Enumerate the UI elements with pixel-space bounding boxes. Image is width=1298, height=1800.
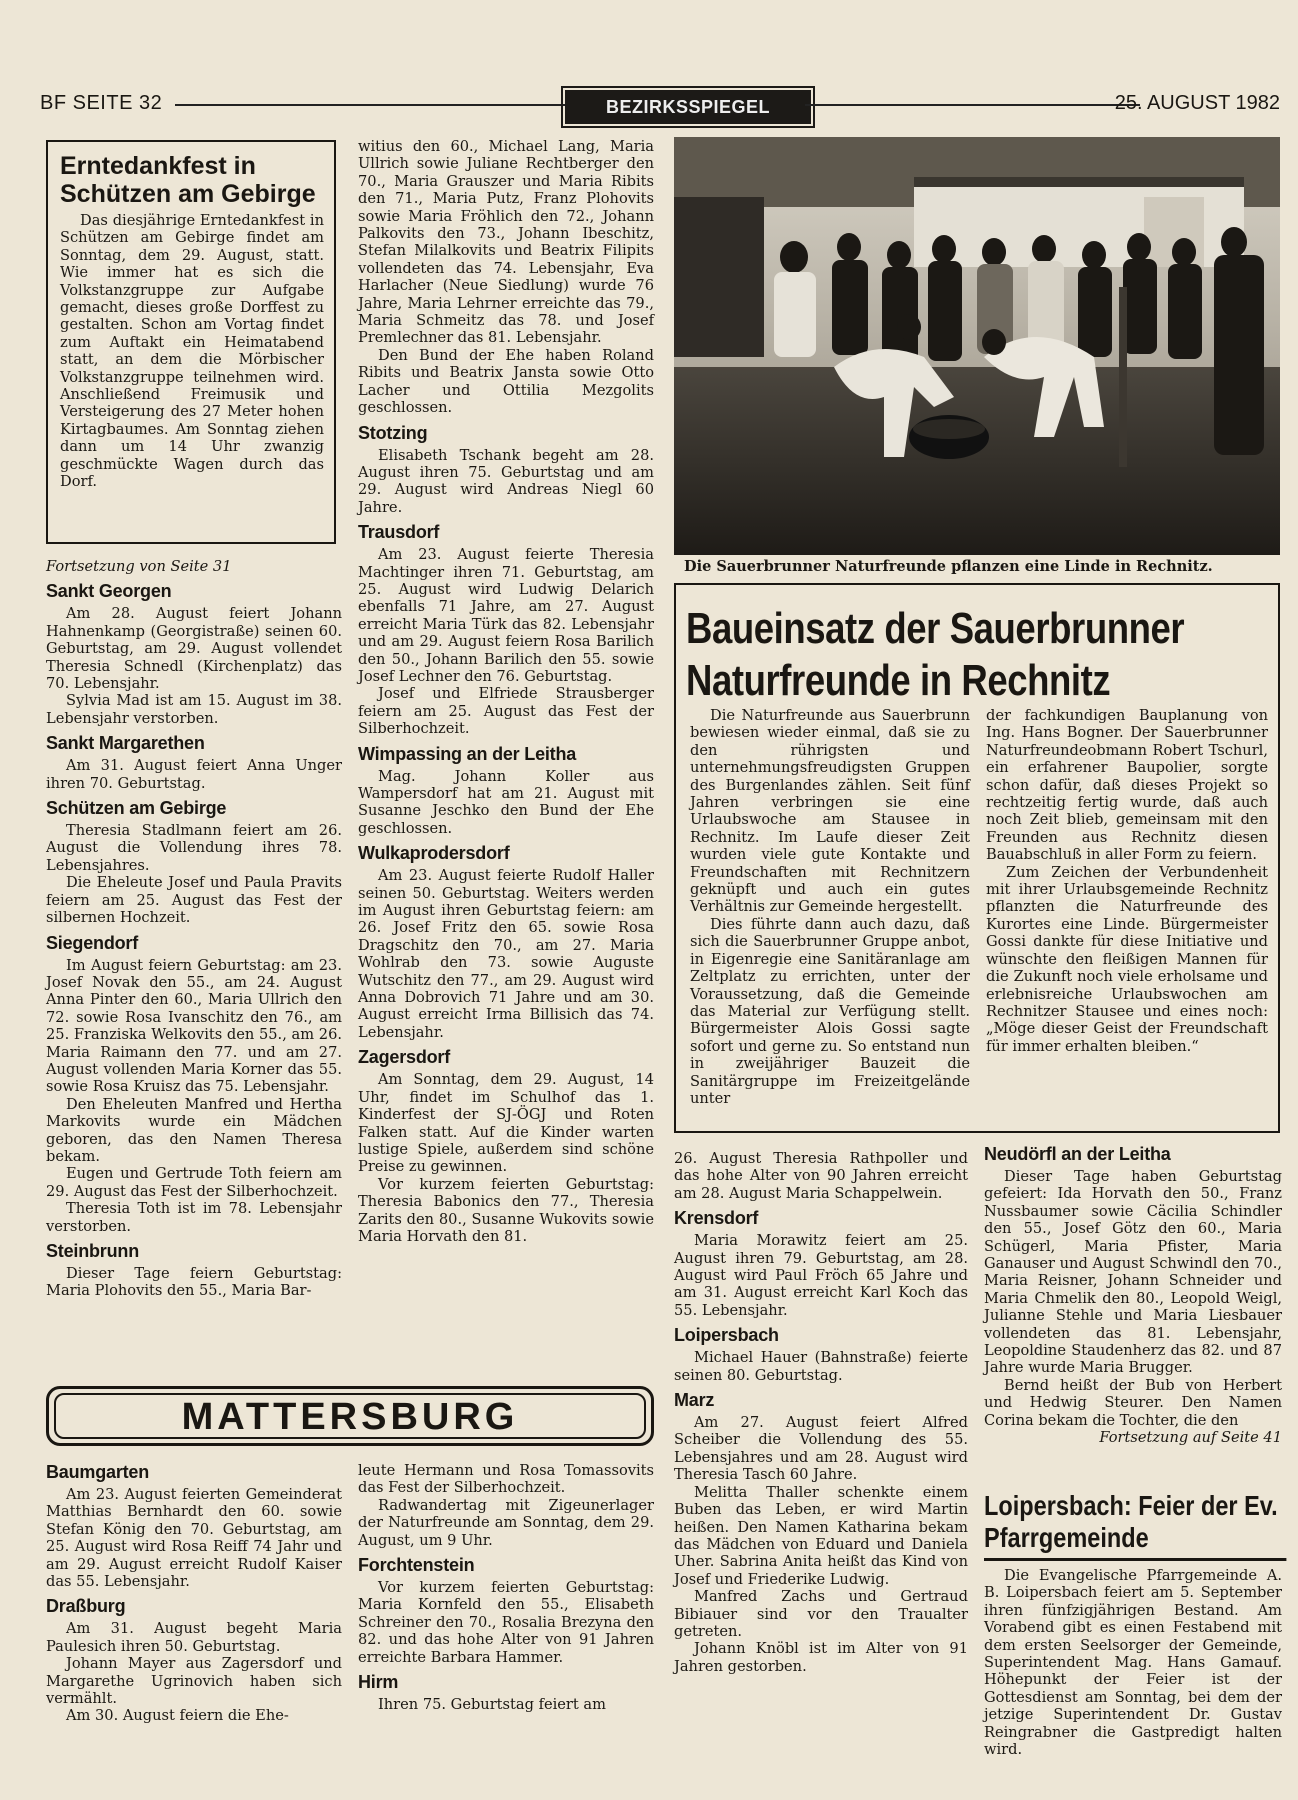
paragraph: Im August feiern Geburtstag: am 23. Josef Novak den 55., am 24. August Anna Pinter den 60., Maria Ullrich den 72. sowie Rosa Ivanschitz den 76., am 25. Franziska Welkovits den 55., am 26. Maria Raimann den 77. und am 27. August vollenden Maria Korner das 55. sowie Rosa Kruisz das 75. Lebensjahr.: [46, 956, 342, 1096]
paragraph: Am 31. August feiert Anna Unger ihren 70. Geburtstag.: [46, 757, 342, 792]
paragraph: Am 31. August begeht Maria Paulesich ihren 50. Geburtstag.: [46, 1620, 342, 1655]
section-heading: Stotzing: [358, 422, 428, 443]
column-3: [674, 1150, 968, 1675]
paragraph: Dieser Tage haben Geburtstag gefeiert: Ida Horvath den 50., Franz Nussbaumer sowie Cäcilia Schindler den 55., Josef Götz den 60., Maria Schügerl, Maria Pfister, Maria Ganauser und August Schwindl den 70., Maria Reisner, Johann Schneider und Maria Chmelik den 80., Leopold Weigl, Julianne Stehle und Maria Liesbauer vollendeten das 81. Lebensjahr, Leopoldine Staudenherz das 82. und 87 Jahre wurde Maria Brugger.: [984, 1168, 1282, 1377]
paragraph: Theresia Toth ist im 78. Lebensjahr verstorben.: [46, 1200, 342, 1235]
mattersburg-column-1: [46, 1462, 342, 1725]
paragraph: Die Naturfreunde aus Sauerbrunn bewiesen wieder einmal, daß sie zu den rührigsten und unternehmungsfreudigsten Gruppen des Burgenlandes zählen. Seit fünf Jahren verbringen sie eine Urlaubswoche am Stausee in Rechnitz. Im Laufe dieser Zeit wurden viele gute Kontakte und Freundschaften mit Rechnitzern geknüpft und auch ein gutes Verhältnis zur Gemeinde hergestellt.: [690, 707, 970, 916]
issue-date: 25. AUGUST 1982: [1114, 92, 1280, 114]
photo-illustration: [674, 137, 1280, 555]
page-header: [40, 90, 1280, 122]
page-label: BF SEITE 32: [40, 92, 163, 114]
paragraph: Den Eheleuten Manfred und Hertha Markovits wurde ein Mädchen geboren, das den Namen Theresa bekam.: [46, 1095, 342, 1165]
header-rule-right: [805, 104, 1140, 106]
continuation-note: Fortsetzung von Seite 31: [46, 558, 232, 575]
banner-title: MATTERSBURG: [54, 1393, 646, 1439]
section-heading: Zagersdorf: [358, 1047, 451, 1068]
paragraph: Am 23. August feierte Rudolf Haller seinen 50. Geburtstag. Weiters werden im August ihren Geburtstag feiern: am 26. Josef Fritz den 65. sowie Rosa Dragschitz den 70., am 27. Maria Wohlrab den 73. sowie Auguste Wutschitz den 77., am 29. August wird Anna Dobrovich 71 Jahre und am 30. August erreicht Irma Billisich das 74. Lebensjahr.: [358, 867, 654, 1041]
article-text: Das diesjährige Erntedankfest in Schützen am Gebirge findet am Sonntag, dem 29. August, statt. Wie immer hat es sich die Volkstanzgruppe zur Aufgabe gemacht, dieses große Dorffest zu gestalten. Schon am Vortag findet zum Auftakt ein Heimatabend statt, an dem die Mörbischer Volkstanzgruppe teilnehmen wird. Anschließend Freimusik und Versteigerung des 27 Meter hohen Kirtagbaumes. Am Sonntag ziehen dann um 14 Uhr zwanzig geschmückte Wagen durch das Dorf.: [60, 212, 324, 491]
paragraph: Elisabeth Tschank begeht am 28. August ihren 75. Geburtstag und am 29. August wird Andreas Niegl 60 Jahre.: [358, 446, 654, 516]
paragraph: Manfred Zachs und Gertraud Bibiauer sind vor den Traualter getreten.: [674, 1588, 968, 1640]
section-heading: Sankt Georgen: [46, 581, 172, 602]
paragraph: Ihren 75. Geburtstag feiert am: [378, 1696, 606, 1714]
section-banner: [46, 1386, 654, 1446]
article-box-erntedankfest: [46, 140, 336, 544]
paragraph: Am 28. August feiert Johann Hahnenkamp (Georgistraße) seinen 60. Geburtstag, am 29. August vollendet Theresia Schnedl (Kirchenplatz) das 70. Lebensjahr.: [46, 605, 342, 693]
paragraph: witius den 60., Michael Lang, Maria Ullrich sowie Juliane Rechtberger den 70., Maria Grauszer und Maria Ribits den 71., Maria Putz, Franz Plohovits sowie Maria Fröhlich den 72., Johann Palkovits den 73., Johann Ibeschitz, Stefan Milalkovits und Beatrix Filipits vollendeten das 74. Lebensjahr, Eva Harlacher (Neue Siedlung) wurde 76 Jahre, Maria Lehrner erreichte das 79., Maria Schmeitz das 78. und Josef Premlechner das 81. Lebensjahr.: [358, 138, 654, 347]
section-heading: Draßburg: [46, 1596, 126, 1617]
paragraph: Am Sonntag, dem 29. August, 14 Uhr, findet im Schulhof das 1. Kinderfest der SJ-ÖGJ und Roten Falken statt. Auf die Kinder warten lustige Spiele, außerdem sind schöne Preise zu gewinnen.: [358, 1071, 654, 1176]
article-column-right: [986, 707, 1268, 1055]
paragraph: Radwandertag mit Zigeunerlager der Naturfreunde am Sonntag, dem 29. August, um 9 Uhr.: [358, 1496, 654, 1549]
continuation-note: Fortsetzung auf Seite 41: [1099, 1429, 1282, 1447]
column-4: [984, 1144, 1282, 1447]
article-headline: Loipersbach: Feier der Ev. Pfarrgemeinde: [984, 1490, 1286, 1561]
column-2: [358, 138, 654, 1245]
section-heading: Wimpassing an der Leitha: [358, 743, 577, 764]
column-1: [46, 548, 342, 1300]
section-heading: Hirm: [358, 1672, 399, 1693]
paragraph: Mag. Johann Koller aus Wampersdorf hat am 21. August mit Susanne Jeschko den Bund der Ehe geschlossen.: [358, 767, 654, 837]
paragraph: Die Evangelische Pfarrgemeinde A. B. Loipersbach feiert am 5. September ihren fünfzigjährigen Bestand. Am Vorabend gibt es einen Festabend mit dem ersten Seelsorger der Gemeinde, Superintendent Mag. Hans Gamauf. Höhepunkt der Feier ist der Gottesdienst am Sonntag, bei dem der jetzige Superintendent Dr. Gustav Reingrabner die Gastpredigt halten wird.: [984, 1567, 1282, 1759]
paragraph: Melitta Thaller schenkte einem Buben das Leben, er wird Martin heißen. Den Namen Katharina bekam das Mädchen von Eduard und Daniela Uher. Sabrina Anita heißt das Kind von Josef und Friederike Ludwig.: [674, 1483, 968, 1588]
photo-caption: Die Sauerbrunner Naturfreunde pflanzen eine Linde in Rechnitz.: [684, 558, 1213, 575]
paragraph: Am 30. August feiern die Ehe-: [66, 1707, 289, 1725]
paragraph: Johann Knöbl ist im Alter von 91 Jahren gestorben.: [674, 1640, 968, 1675]
paragraph: Zum Zeichen der Verbundenheit mit ihrer Urlaubsgemeinde Rechnitz pflanzten die Naturfreunde des Kurortes eine Linde. Bürgermeister Gossi dankte für diese Initiative und wünschte den fleißigen Mannen für die Zukunft noch viele erholsame und erlebnisreiche Urlaubswochen am Rechnitzer Stausee und eines noch: „Möge dieser Geist der Freundschaft für immer erhalten bleiben.“: [986, 863, 1268, 1055]
paragraph: Michael Hauer (Bahnstraße) feierte seinen 80. Geburtstag.: [674, 1349, 968, 1384]
section-heading: Baumgarten: [46, 1462, 150, 1482]
header-rule-left: [175, 104, 565, 106]
section-heading: Siegendorf: [46, 932, 139, 953]
section-heading: Forchtenstein: [358, 1555, 475, 1576]
paragraph: Bernd heißt der Bub von Herbert und Hedwig Steurer. Den Namen Corina bekam die Tochter, die den: [984, 1376, 1282, 1429]
section-heading: Trausdorf: [358, 522, 440, 543]
paragraph: Theresia Stadlmann feiert am 26. August die Vollendung ihres 78. Lebensjahres.: [46, 822, 342, 874]
paragraph: Am 23. August feierte Theresia Machtinger ihren 71. Geburtstag, am 25. August wird Ludwig Delarich ebenfalls 71 Jahre, am 27. August erreicht Maria Türk das 82. Lebensjahr und am 29. August feiern Rosa Barilich den 50., Johann Barilich den 55. sowie Josef Lechner den 76. Geburtstag.: [358, 546, 654, 685]
section-heading: Steinbrunn: [46, 1241, 139, 1261]
article-title: Erntedankfest in Schützen am Gebirge: [60, 152, 316, 208]
paragraph: Eugen und Gertrude Toth feiern am 29. August das Fest der Silberhochzeit.: [46, 1165, 342, 1200]
paragraph: Am 23. August feierten Gemeinderat Matthias Bernhardt den 60. sowie Stefan König den 70. Geburtstag, am 25. August wird Rosa Reiff 74 Jahr und am 29. August erreicht Rudolf Kaiser das 55. Lebensjahr.: [46, 1486, 342, 1591]
section-heading: Krensdorf: [674, 1208, 759, 1229]
article-column-left: [690, 707, 970, 1107]
article-headline: Baueinsatz der Sauerbrunner Naturfreunde in Rechnitz: [686, 604, 1185, 705]
section-heading: Sankt Margarethen: [46, 733, 205, 754]
paragraph: 26. August Theresia Rathpoller und das hohe Alter von 90 Jahren erreicht am 28. August Maria Schappelwein.: [674, 1150, 968, 1202]
paragraph: leute Hermann und Rosa Tomassovits das Fest der Silberhochzeit.: [358, 1462, 654, 1497]
article-box-baueinsatz: [674, 583, 1280, 1133]
section-heading: Schützen am Gebirge: [46, 798, 227, 819]
article-loipersbach: [984, 1490, 1282, 1758]
news-photo: [674, 137, 1280, 555]
paragraph: Sylvia Mad ist am 15. August im 38. Lebensjahr verstorben.: [46, 692, 342, 727]
paragraph: Vor kurzem feierten Geburtstag: Maria Kornfeld den 55., Elisabeth Schreiner den 70., Rosalia Brezyna den 82. und das hohe Alter von 91 Jahren erreichte Barbara Hammer.: [358, 1579, 654, 1666]
paragraph: Die Eheleute Josef und Paula Pravits feiern am 25. August das Fest der silbernen Hochzeit.: [46, 874, 342, 927]
paragraph: Vor kurzem feierten Geburtstag: Theresia Babonics den 77., Theresia Zarits den 80., Susanne Wukovits sowie Maria Horvath den 81.: [358, 1175, 654, 1245]
section-heading: Wulkaprodersdorf: [358, 843, 510, 864]
paragraph: Dieser Tage feiern Geburtstag: Maria Plohovits den 55., Maria Bar-: [46, 1265, 342, 1300]
masthead: BEZIRKSSPIEGEL: [565, 90, 811, 124]
section-heading: Neudörfl an der Leitha: [984, 1144, 1171, 1164]
section-heading: Loipersbach: [674, 1325, 779, 1346]
paragraph: Maria Morawitz feiert am 25. August ihren 79. Geburtstag, am 28. August wird Paul Fröch 65 Jahre und am 31. August erreicht Karl Koch das 55. Lebensjahr.: [674, 1232, 968, 1319]
paragraph: Johann Mayer aus Zagersdorf und Margarethe Ugrinovich haben sich vermählt.: [46, 1655, 342, 1708]
paragraph: Am 27. August feiert Alfred Scheiber die Vollendung des 55. Lebensjahres und am 28. August wird Theresia Tasch 60 Jahre.: [674, 1414, 968, 1484]
article-body: [984, 1567, 1282, 1758]
mattersburg-column-2: [358, 1462, 654, 1713]
paragraph: der fachkundigen Bauplanung von Ing. Hans Bogner. Der Sauerbrunner Naturfreundeobmann Robert Tschurl, ein erfahrener Baupolier, sorgte schon dafür, daß dieses Projekt so rechtzeitig fertig wurde, daß auch noch Zeit blieb, gemeinsam mit den Freunden aus Rechnitz diesen Bauabschluß in aller Form zu feiern.: [986, 707, 1268, 864]
section-heading: Marz: [674, 1390, 715, 1411]
paragraph: Josef und Elfriede Strausberger feiern am 25. August das Fest der Silberhochzeit.: [358, 685, 654, 738]
paragraph: Dies führte dann auch dazu, daß sich die Sauerbrunner Gruppe anbot, in Eigenregie eine Sanitäranlage am Zeltplatz zu errichten, unter der Voraussetzung, daß die Gemeinde das Material zur Verfügung stellt. Bürgermeister Alois Gossi sagte sofort und gerne zu. So entstand nun in zweijähriger Bauzeit die Sanitärgruppe im Freizeitgelände unter: [690, 915, 970, 1107]
paragraph: Den Bund der Ehe haben Roland Ribits und Beatrix Jansta sowie Otto Lacher und Ottilia Mezgolits geschlossen.: [358, 346, 654, 417]
